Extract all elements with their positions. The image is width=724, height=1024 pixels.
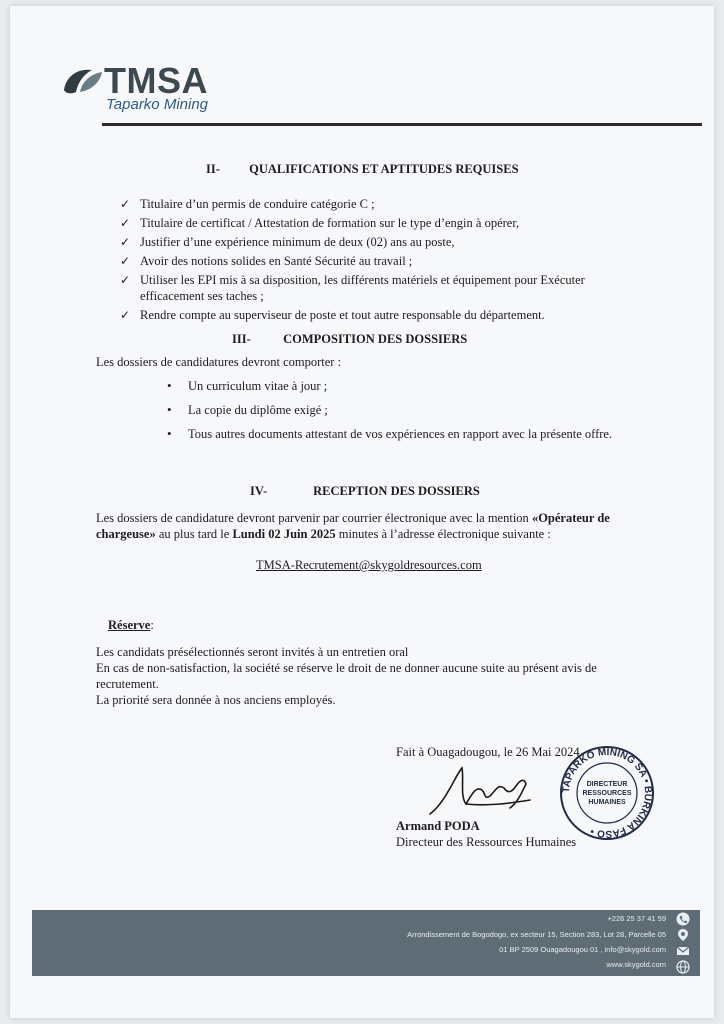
- reserve-line: La priorité sera donnée à nos anciens employés.: [96, 693, 336, 707]
- checkmark-icon: ✓: [120, 197, 131, 211]
- reserve-heading: [108, 618, 154, 633]
- footer-website[interactable]: www.skygold.com: [606, 960, 666, 969]
- reserve-label: Réserve: [108, 618, 151, 632]
- stamp-ring-text: TAPARKO MINING SA • BURKINA FASO •: [560, 746, 654, 840]
- section-title: QUALIFICATIONS ET APTITUDES REQUISES: [249, 162, 519, 176]
- bullet-icon: •: [167, 426, 172, 441]
- list-item: [160, 402, 612, 426]
- section-number: III-: [232, 332, 251, 346]
- phone-icon: [676, 912, 690, 926]
- stamp-center-line: RESSOURCES: [582, 790, 632, 797]
- footer-phone: +226 25 37 41 59: [607, 914, 666, 923]
- footer-address: Arrondissement de Bogodogo, ex secteur 15, Section 283, Lot 28, Parcelle 05: [407, 930, 666, 939]
- list-item-text: Titulaire d’un permis de conduire catégorie C ;: [140, 197, 375, 211]
- composition-intro: Les dossiers de candidatures devront comporter :: [96, 355, 342, 369]
- signatory-name: Armand PODA: [396, 819, 480, 833]
- footer-po-box: 01 BP 2509 Ouagadougou 01 , info@skygold.com: [499, 945, 666, 954]
- stamp-center-line: DIRECTEUR: [586, 781, 628, 788]
- deadline-date: Lundi 02 Juin 2025: [232, 527, 336, 541]
- paragraph-text: au plus tard le: [155, 527, 233, 541]
- reserve-line: Les candidats présélectionnés seront invités à un entretien oral: [96, 645, 409, 659]
- list-item-text: Titulaire de certificat / Attestation de formation sur le type d’engin à opérer,: [140, 216, 520, 230]
- header-divider: [102, 123, 702, 126]
- list-item: [114, 196, 674, 212]
- checkmark-icon: ✓: [120, 273, 131, 287]
- application-email-link[interactable]: TMSA-Recrutement@skygoldresources.com: [256, 558, 482, 572]
- checkmark-icon: ✓: [120, 235, 131, 249]
- bullet-icon: •: [167, 402, 172, 417]
- qualifications-list: [114, 196, 674, 326]
- mail-icon: [676, 944, 690, 958]
- section-title: RECEPTION DES DOSSIERS: [313, 484, 480, 498]
- list-item-text: Tous autres documents attestant de vos expériences en rapport avec la présente offre.: [188, 427, 613, 441]
- list-item: [114, 272, 640, 304]
- list-item: [160, 426, 612, 450]
- checkmark-icon: ✓: [120, 308, 131, 322]
- document-page: [10, 6, 714, 1018]
- signatory-role: Directeur des Ressources Humaines: [396, 835, 577, 849]
- place-date: Fait à Ouagadougou, le 26 Mai 2024: [396, 745, 580, 759]
- handwritten-signature: [426, 764, 536, 820]
- list-item: [160, 378, 612, 402]
- paragraph-text: minutes à l’adresse électronique suivante :: [335, 527, 551, 541]
- list-item: [114, 215, 674, 231]
- leaf-logo-icon: [62, 66, 104, 96]
- checkmark-icon: ✓: [120, 216, 131, 230]
- list-item-text: Un curriculum vitae à jour ;: [188, 379, 328, 393]
- reception-paragraph: [96, 510, 636, 542]
- section-number: II-: [206, 162, 220, 176]
- bullet-icon: •: [167, 378, 172, 393]
- list-item-text: Justifier d’une expérience minimum de deux (02) ans au poste,: [140, 235, 455, 249]
- reserve-text: [96, 644, 636, 708]
- list-item-text: Avoir des notions solides en Santé Sécurité au travail ;: [140, 254, 413, 268]
- stamp-center-line: HUMAINES: [588, 799, 626, 806]
- paragraph-text: Les dossiers de candidature devront parvenir par courrier électronique avec la mention: [96, 511, 532, 525]
- company-stamp: [558, 744, 656, 842]
- globe-icon: [676, 960, 690, 974]
- checkmark-icon: ✓: [120, 254, 131, 268]
- section-title: COMPOSITION DES DOSSIERS: [283, 332, 468, 346]
- contact-footer: [32, 910, 700, 976]
- company-logo: [62, 58, 262, 118]
- section-heading-reception: [250, 484, 480, 499]
- reserve-suffix: :: [150, 618, 154, 632]
- logo-company-name: TMSA: [104, 60, 208, 101]
- list-item-text: Utiliser les EPI mis à sa disposition, les différents matériels et équipement pour Exécuter efficacement ses taches ;: [140, 273, 585, 303]
- list-item: [114, 234, 674, 250]
- section-heading-qualifications: [206, 162, 519, 177]
- job-mention: «Opérateur de chargeuse»: [96, 511, 610, 541]
- section-heading-composition: [232, 332, 467, 347]
- list-item: [114, 253, 674, 269]
- list-item-text: La copie du diplôme exigé ;: [188, 403, 328, 417]
- logo-company-subtitle: Taparko Mining: [106, 96, 209, 113]
- list-item: [114, 307, 674, 323]
- list-item-text: Rendre compte au superviseur de poste et tout autre responsable du département.: [140, 308, 545, 322]
- location-pin-icon: [676, 928, 690, 942]
- section-number: IV-: [250, 484, 268, 498]
- reserve-line: En cas de non-satisfaction, la société se réserve le droit de ne donner aucune suite au présent avis de recrutement.: [96, 661, 597, 691]
- documents-list: [160, 378, 612, 450]
